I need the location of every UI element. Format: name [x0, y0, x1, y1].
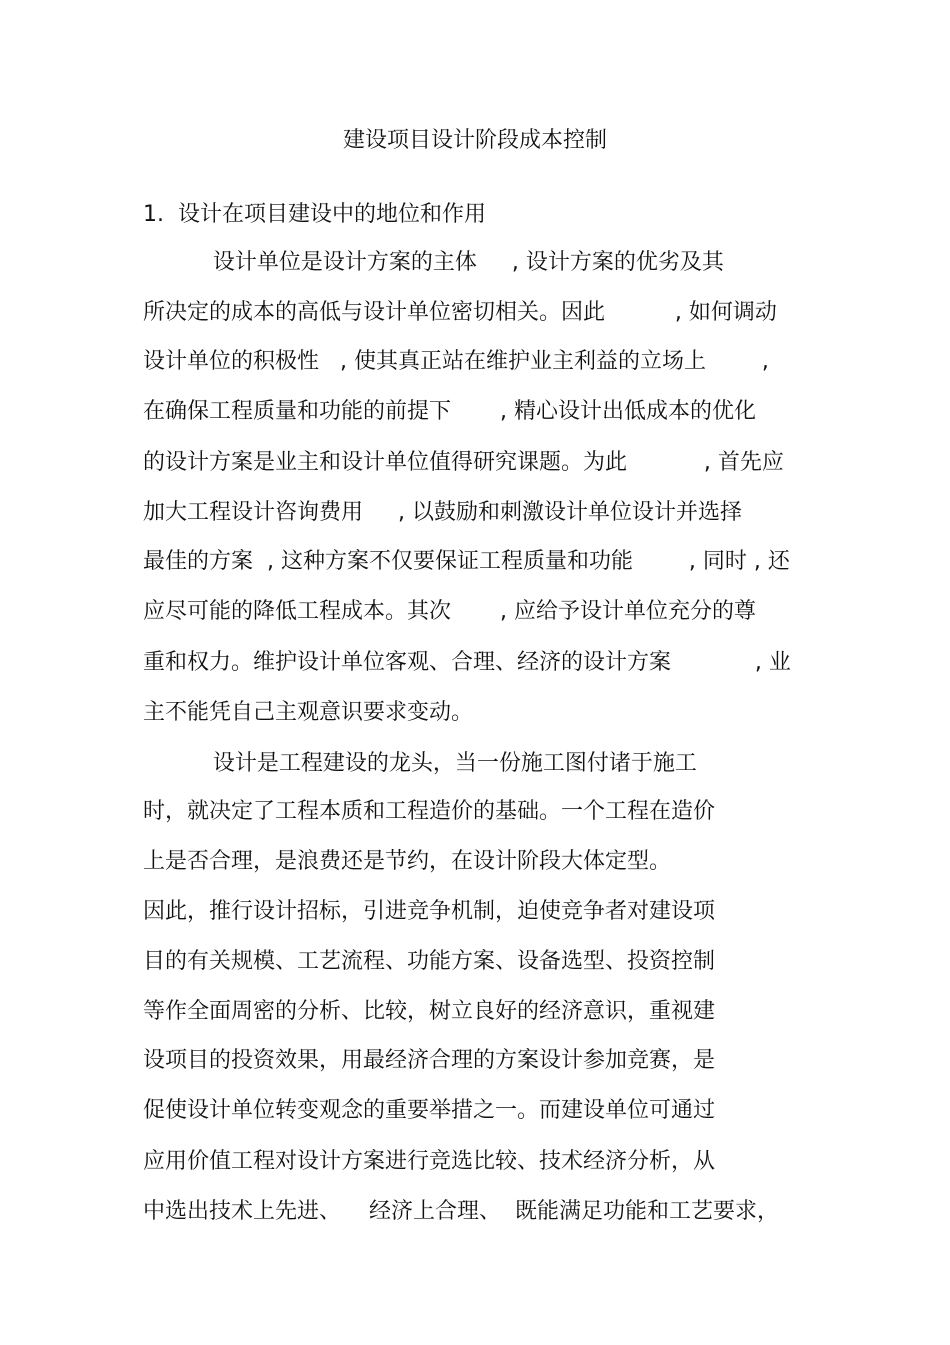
- body-line: 最佳的方案 , 这种方案不仅要保证工程质量和功能 , 同时 , 还: [143, 549, 790, 574]
- body-line: 中选出技术上先进、 经济上合理、 既能满足功能和工艺要求，: [143, 1199, 779, 1224]
- body-line: 设项目的投资效果，用最经济合理的方案设计参加竞赛，是: [143, 1048, 716, 1073]
- body-line: 设计是工程建设的龙头，当一份施工图付诸于施工: [143, 751, 697, 776]
- body-line: 主不能凭自己主观意识要求变动。: [143, 700, 474, 725]
- body-line: 加大工程设计咨询费用 , 以鼓励和刺激设计单位设计并选择: [143, 500, 742, 525]
- body-line: 促使设计单位转变观念的重要举措之一。而建设单位可通过: [143, 1098, 716, 1123]
- body-line: 的设计方案是业主和设计单位值得研究课题。为此 , 首先应: [143, 450, 784, 475]
- body-line: 重和权力。维护设计单位客观、合理、经济的设计方案 , 业: [143, 650, 791, 675]
- document-title: 建设项目设计阶段成本控制: [342, 128, 607, 153]
- body-line: 上是否合理，是浪费还是节约，在设计阶段大体定型。: [143, 849, 672, 874]
- body-line: 设计单位是设计方案的主体 , 设计方案的优劣及其: [143, 250, 724, 275]
- body-line: 因此，推行设计招标，引进竞争机制，迫使竞争者对建设项: [143, 899, 716, 924]
- section-number: 1.: [143, 202, 164, 227]
- body-line: 目的有关规模、工艺流程、功能方案、设备选型、投资控制: [143, 949, 716, 974]
- body-line: 应用价值工程对设计方案进行竞选比较、技术经济分析，从: [143, 1149, 716, 1174]
- body-line: 设计单位的积极性 , 使其真正站在维护业主利益的立场上 ,: [143, 349, 769, 374]
- section-heading: [143, 200, 486, 230]
- body-line: 应尽可能的降低工程成本。其次 , 应给予设计单位充分的尊: [143, 599, 756, 624]
- section-heading-text: 设计在项目建设中的地位和作用: [178, 202, 487, 227]
- body-line: 时，就决定了工程本质和工程造价的基础。一个工程在造价: [143, 799, 716, 824]
- body-line: 所决定的成本的高低与设计单位密切相关。因此 , 如何调动: [143, 300, 777, 325]
- body-line: 在确保工程质量和功能的前提下 , 精心设计出低成本的优化: [143, 399, 756, 424]
- body-line: 等作全面周密的分析、比较，树立良好的经济意识，重视建: [143, 999, 716, 1024]
